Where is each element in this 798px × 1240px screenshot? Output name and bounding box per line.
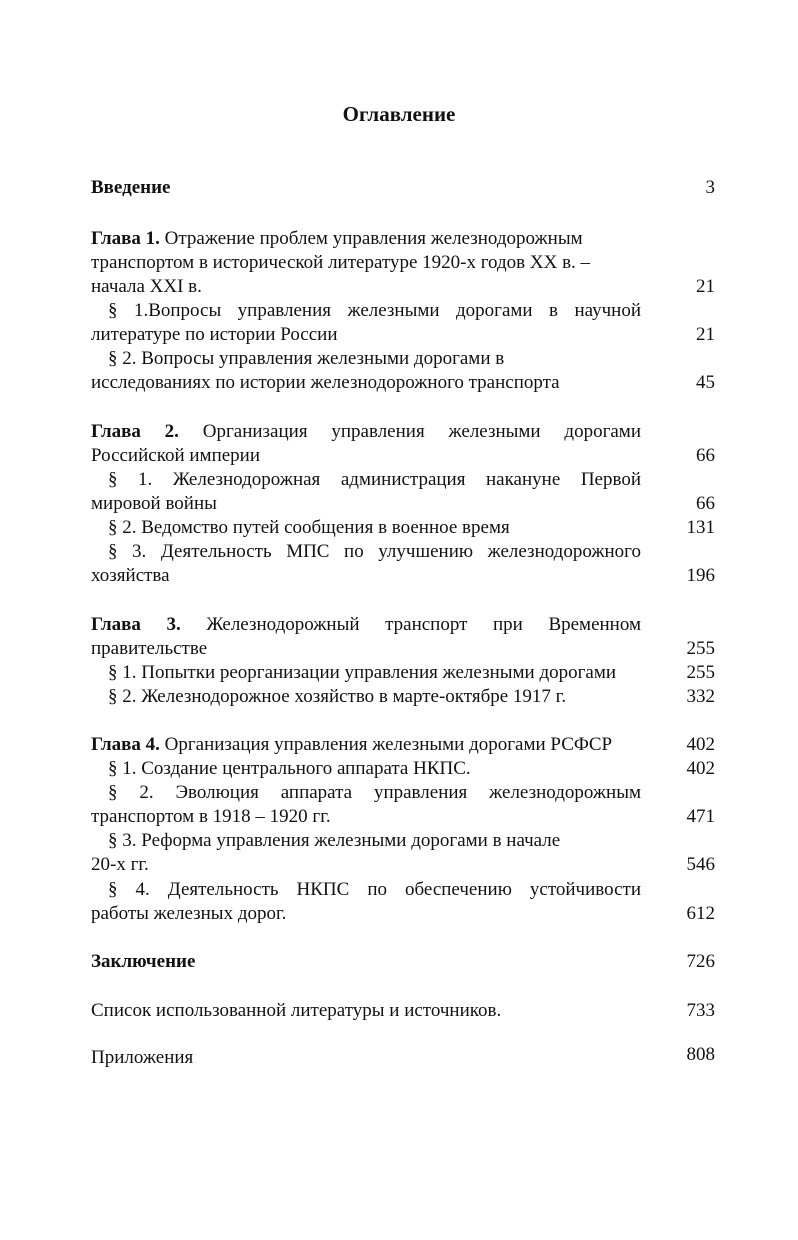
toc-ch4-s4-line2: работы железных дорог. xyxy=(91,903,287,924)
toc-ch4-s1-line1: § 1. Создание центрального аппарата НКПС. xyxy=(108,758,471,779)
toc-conclusion-title: Заключение xyxy=(91,951,196,972)
toc-ch2-page: 66 xyxy=(696,445,715,466)
toc-appendix-page: 808 xyxy=(686,1044,715,1065)
toc-ch4-s2-line1: § 2. Эволюция аппарата управления железнодорожным xyxy=(108,782,641,803)
toc-intro-page: 3 xyxy=(705,177,715,198)
toc-ch4-line1: Глава 4. Организация управления железными дорогами РСФСР xyxy=(91,734,613,755)
toc-ch2-s3-line1: § 3. Деятельность МПС по улучшению железнодорожного xyxy=(108,541,641,562)
toc-ch4-s4-page: 612 xyxy=(686,903,715,924)
toc-ch3-line2: правительстве xyxy=(91,638,208,659)
toc-ch4-s3-line2: 20-х гг. xyxy=(91,854,149,875)
page-title: Оглавление xyxy=(342,102,456,126)
toc-conclusion-page: 726 xyxy=(686,951,715,972)
toc-ch1-line3: начала XXI в. xyxy=(91,276,202,297)
toc-ch1-s2-line2: исследованиях по истории железнодорожного транспорта xyxy=(91,372,560,393)
toc-references-title: Список использованной литературы и источников. xyxy=(91,1000,502,1021)
toc-ch3-s1-page: 255 xyxy=(686,662,715,683)
toc-ch1-page: 21 xyxy=(696,276,715,297)
toc-ch2-s1-page: 66 xyxy=(696,493,715,514)
toc-ch2-s3-line2: хозяйства xyxy=(91,565,170,586)
toc-ch1-s1-line2: литературе по истории России xyxy=(91,324,338,345)
toc-appendix-title: Приложения xyxy=(91,1047,194,1068)
toc-intro-title: Введение xyxy=(91,177,171,198)
toc-ch2-s3-page: 196 xyxy=(686,565,715,586)
toc-ch3-s2-line1: § 2. Железнодорожное хозяйство в марте-октябре 1917 г. xyxy=(108,686,567,707)
toc-references-page: 733 xyxy=(686,1000,715,1021)
toc-ch2-s2-page: 131 xyxy=(686,517,715,538)
toc-ch1-line2: транспортом в исторической литературе 1920-х годов XX в. – xyxy=(91,252,591,273)
toc-ch4-s3-line1: § 3. Реформа управления железными дорогами в начале xyxy=(108,830,561,851)
toc-ch3-page: 255 xyxy=(686,638,715,659)
toc-ch3-s1-line1: § 1. Попытки реорганизации управления железными дорогами xyxy=(108,662,617,683)
toc-ch4-page: 402 xyxy=(686,734,715,755)
toc-ch1-s1-line1: § 1.Вопросы управления железными дорогами в научной xyxy=(108,300,641,321)
toc-ch1-s2-page: 45 xyxy=(696,372,715,393)
toc-ch1-line1: Глава 1. Отражение проблем управления железнодорожным xyxy=(91,228,583,249)
toc-ch1-s1-page: 21 xyxy=(696,324,715,345)
toc-ch2-s2-line1: § 2. Ведомство путей сообщения в военное время xyxy=(108,517,510,538)
toc-ch1-s2-line1: § 2. Вопросы управления железными дорогами в xyxy=(108,348,505,369)
toc-ch4-s2-page: 471 xyxy=(686,806,715,827)
toc-ch3-s2-page: 332 xyxy=(686,686,715,707)
toc-ch4-s4-line1: § 4. Деятельность НКПС по обеспечению устойчивости xyxy=(108,879,641,900)
toc-ch4-s3-page: 546 xyxy=(686,854,715,875)
toc-ch2-line2: Российской империи xyxy=(91,445,261,466)
toc-ch4-s2-line2: транспортом в 1918 – 1920 гг. xyxy=(91,806,331,827)
toc-ch4-s1-page: 402 xyxy=(686,758,715,779)
toc-ch2-s1-line2: мировой войны xyxy=(91,493,217,514)
toc-ch2-s1-line1: § 1. Железнодорожная администрация накануне Первой xyxy=(108,469,641,490)
toc-ch2-line1: Глава 2. Организация управления железными дорогами xyxy=(91,421,642,442)
toc-ch3-line1: Глава 3. Железнодорожный транспорт при Временном xyxy=(91,614,642,635)
